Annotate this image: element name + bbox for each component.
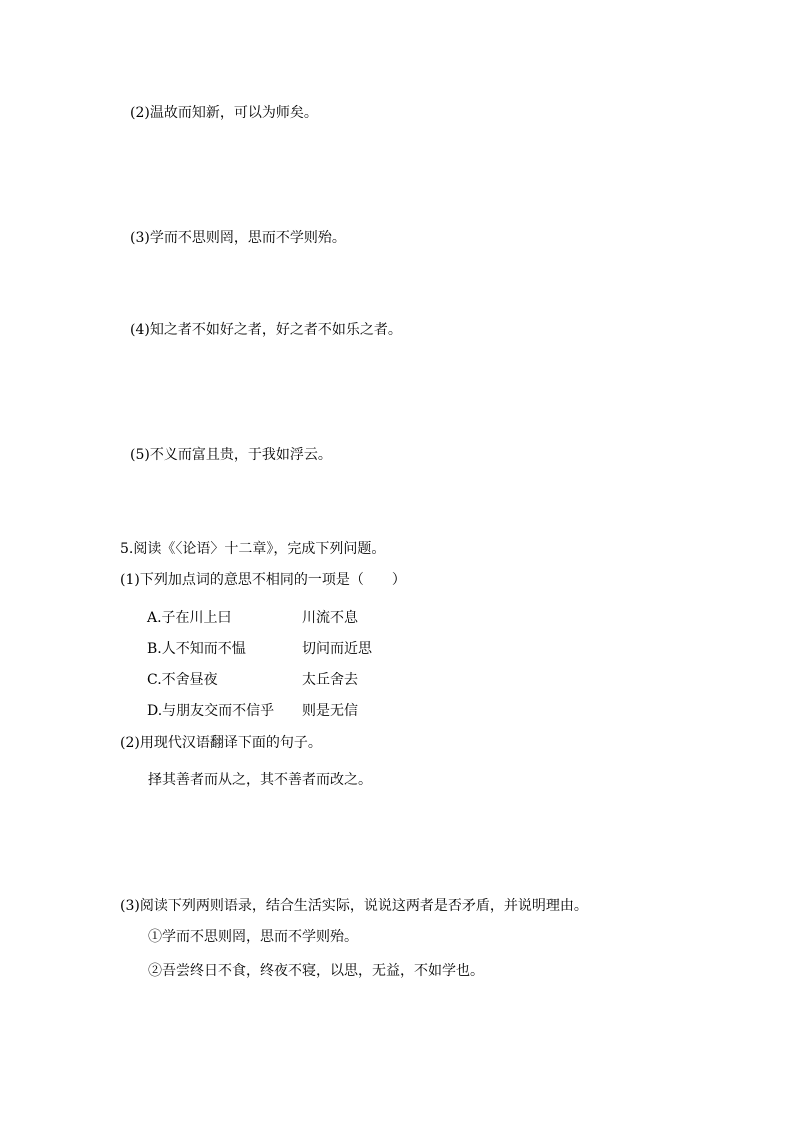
option-d-left: D.与朋友交而不信乎	[147, 703, 275, 719]
option-a-right: 川流不息	[302, 610, 358, 626]
item-2-text: (2)温故而知新，可以为师矣。	[130, 105, 318, 121]
translation-sentence: 择其善者而从之，其不善者而改之。	[148, 772, 372, 788]
option-c-left: C.不舍昼夜	[147, 672, 218, 688]
option-c-right: 太丘舍去	[302, 672, 358, 688]
question-5-part-1-prompt: (1)下列加点词的意思不相同的一项是（ ）	[120, 572, 406, 588]
item-5-text: (5)不义而富且贵，于我如浮云。	[130, 447, 332, 463]
option-b-left: B.人不知而不愠	[147, 641, 246, 657]
question-5-part-3-prompt: (3)阅读下列两则语录，结合生活实际，说说这两者是否矛盾，并说明理由。	[120, 898, 588, 914]
question-5-part-2-prompt: (2)用现代汉语翻译下面的句子。	[120, 735, 322, 751]
quote-1: ①学而不思则罔，思而不学则殆。	[148, 929, 358, 945]
quote-2: ②吾尝终日不食，终夜不寝，以思，无益，不如学也。	[148, 963, 484, 979]
option-b-right: 切问而近思	[302, 641, 372, 657]
option-a-left: A.子在川上曰	[147, 610, 232, 626]
item-4-text: (4)知之者不如好之者，好之者不如乐之者。	[130, 322, 402, 338]
question-5-heading: 5.阅读《〈论语〉十二章》，完成下列问题。	[120, 541, 386, 557]
option-d-right: 则是无信	[302, 703, 358, 719]
item-3-text: (3)学而不思则罔，思而不学则殆。	[130, 230, 346, 246]
